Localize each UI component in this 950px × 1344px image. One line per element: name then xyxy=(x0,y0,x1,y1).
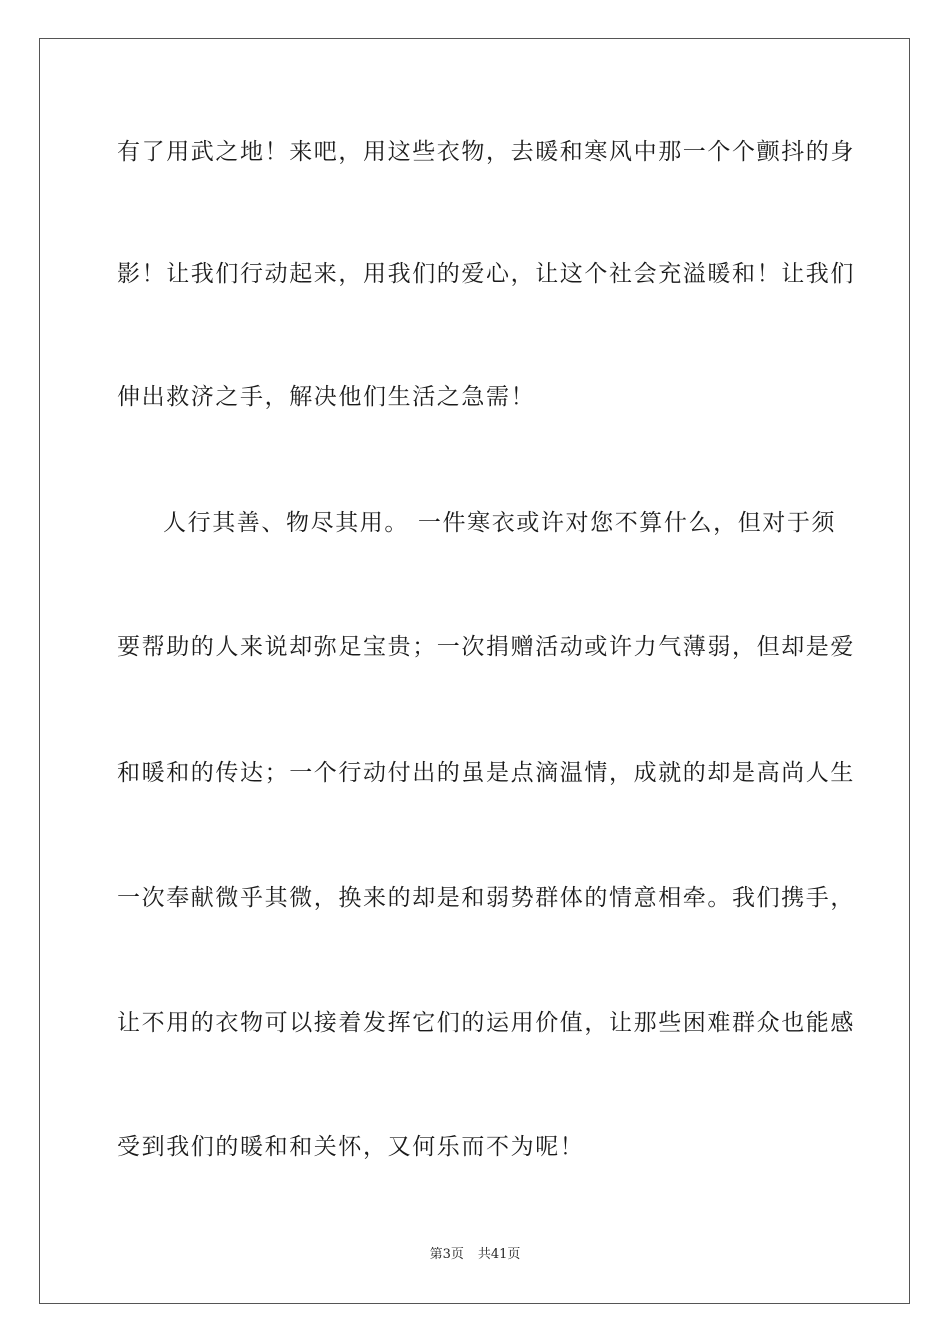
paragraph-line: 伸出救济之手，解决他们生活之急需！ xyxy=(117,384,536,410)
paragraph-line: 要帮助的人来说却弥足宝贵；一次捐赠活动或许力气薄弱，但却是爱 xyxy=(117,634,855,660)
paragraph-line: 受到我们的暖和和关怀，又何乐而不为呢！ xyxy=(117,1134,585,1160)
paragraph-line: 和暖和的传达；一个行动付出的虽是点滴温情，成就的却是高尚人生 xyxy=(117,760,855,786)
page-footer xyxy=(0,1246,950,1264)
page-number: 第3页 xyxy=(429,1247,464,1262)
paragraph-line: 一次奉献微乎其微，换来的却是和弱势群体的情意相牵。我们携手， xyxy=(117,885,855,911)
paragraph-line: 影！让我们行动起来，用我们的爱心，让这个社会充溢暖和！让我们 xyxy=(117,261,855,287)
paragraph-line: 让不用的衣物可以接着发挥它们的运用价值，让那些困难群众也能感 xyxy=(117,1010,855,1036)
page-total: 共41页 xyxy=(477,1247,521,1262)
page-frame xyxy=(39,38,910,1304)
paragraph-line: 有了用武之地！来吧，用这些衣物，去暖和寒风中那一个个颤抖的身 xyxy=(117,139,855,165)
paragraph-line: 人行其善、物尽其用。 一件寒衣或许对您不算什么，但对于须 xyxy=(163,510,837,536)
